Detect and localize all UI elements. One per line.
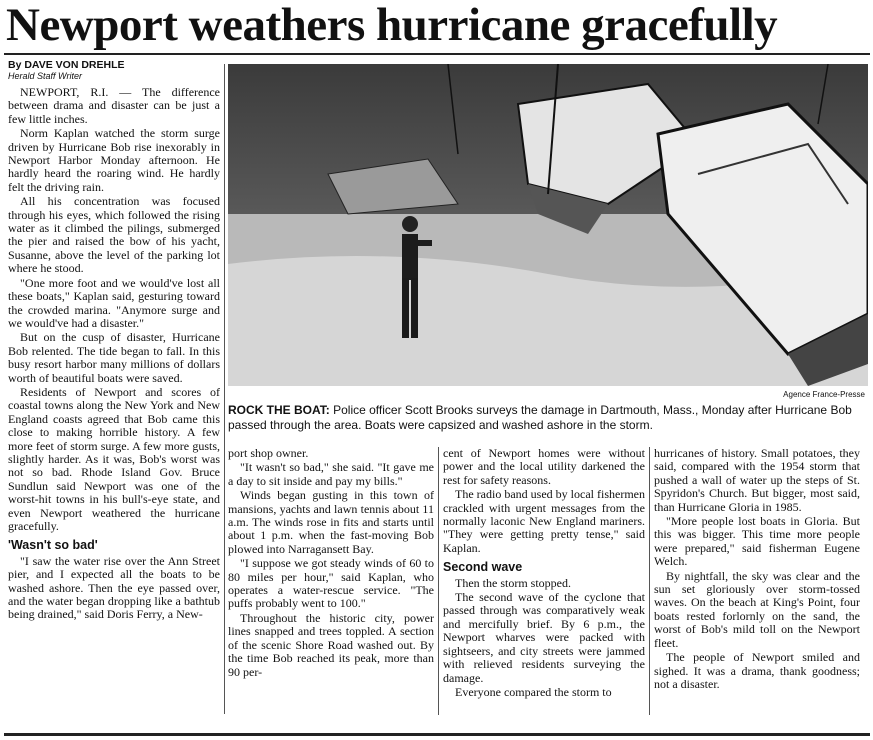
column-divider [438, 447, 439, 715]
column-1 [8, 86, 220, 622]
paragraph: The second wave of the cyclone that passed through was comparatively weak and mercifully brief. By 6 p.m., the Newport wharves were packed with sightseers, and city streets were jammed with relieved residents surveying the damage. [443, 590, 645, 685]
paragraph: Norm Kaplan watched the storm surge driven by Hurricane Bob rise inexorably in Newport Harbor Monday afternoon. He hardly heard the roaring wind. He hardly felt the driving rain. [8, 126, 220, 194]
paragraph: NEWPORT, R.I. — The difference between drama and disaster can be just a few little inches. [8, 85, 220, 126]
paragraph: port shop owner. [228, 446, 309, 460]
paragraph: Then the storm stopped. [455, 575, 571, 590]
headline: Newport weathers hurricane gracefully [6, 0, 778, 51]
photo-caption [228, 403, 868, 433]
paragraph: But on the cusp of disaster, Hurricane Bob relented. The tide began to fall. In this busy resort harbor many millions of dollars worth of beautiful boats were saved. [8, 330, 220, 385]
column-3 [443, 447, 645, 699]
column-2 [228, 447, 434, 679]
paragraph: "I suppose we got steady winds of 60 to 80 miles per hour," said Kaplan, who operates a water-rescue service. "The puffs probably went to 100." [228, 556, 434, 611]
subhead: 'Wasn't so bad' [8, 538, 98, 553]
photo-image [228, 64, 868, 386]
byline: By DAVE VON DREHLE [8, 59, 125, 71]
paragraph: Residents of Newport and scores of coastal towns along the New York and New England coasts agreed that Bob came this close to making horrible history. A few more feet of storm surge. A few more gusts, slightly harder. As it was, Bob's worst was not so bad. Rhode Island Gov. Bruce Sundlun said Newport was one of the worst-hit towns in his bull's-eye state, and even Newport weathered the hurricane gracefully. [8, 384, 220, 533]
paragraph: All his concentration was focused through his eyes, which followed the rising water as it climbed the pilings, submerged the pier and raised the bow of his yacht, Susanne, above the level of the parking lot where he stood. [8, 194, 220, 276]
paragraph: cent of Newport homes were without power and the local utility darkened the rest for safety reasons. [443, 446, 645, 487]
paragraph: "More people lost boats in Gloria. But this was bigger. This time more people were prepared," said fisherman Eugene Welch. [654, 514, 860, 569]
column-divider [649, 447, 650, 715]
paragraph: Everyone compared the storm to [455, 684, 612, 699]
caption-text: Police officer Scott Brooks surveys the damage in Dartmouth, Mass., Monday after Hurricane Bob passed through the area. Boats were capsized and washed ashore in the storm. [228, 403, 852, 432]
paragraph: "One more foot and we would've lost all these boats," Kaplan said, gesturing toward the crowded marina. "Anymore surge and we would've had a disaster." [8, 275, 220, 330]
paragraph: Throughout the historic city, power lines snapped and trees toppled. A section of the scenic Shore Road washed out. By the time Bob reached its peak, more than 90 per- [228, 610, 434, 679]
news-photo [228, 64, 868, 386]
headline-rule [4, 53, 870, 55]
photo-credit: Agence France-Presse [783, 390, 865, 399]
bottom-rule [4, 733, 870, 736]
paragraph: Winds began gusting in this town of mansions, yachts and lawn tennis about 11 a.m. The winds rose in fits and starts until about 1 p.m. when the fast-moving Bob plowed into Narragansett Bay. [228, 488, 434, 556]
column-4 [654, 447, 860, 691]
column-divider [224, 64, 225, 714]
paragraph: By nightfall, the sky was clear and the sun set gloriously over storm-tossed waves. On the beach at King's Point, four boats rested forlornly on the sand, the worst of Bob's mild toll on the Newport fleet. [654, 568, 860, 650]
caption-lead: ROCK THE BOAT: [228, 403, 330, 417]
paragraph: The radio band used by local fishermen crackled with urgent messages from the normally laconic New England mariners. "They were getting pretty tense," said Kaplan. [443, 487, 645, 555]
paragraph: "It wasn't so bad," she said. "It gave me a day to sit inside and pay my bills." [228, 460, 434, 488]
paragraph: The people of Newport smiled and sighed. It was a drama, thank goodness; not a disaster. [654, 650, 860, 691]
byline-title: Herald Staff Writer [8, 71, 83, 81]
paragraph: "I saw the water rise over the Ann Street pier, and I expected all the boats to be washed ashore. Then the eye passed over, and the water began dropping like a bathtub being drained," said Doris Ferry, a New- [8, 553, 220, 622]
paragraph: hurricanes of history. Small potatoes, they said, compared with the 1954 storm that pushed a wall of water up the steps of St. Spyridon's Church. But bigger, most said, than Hurricane Gloria in 1985. [654, 446, 860, 514]
subhead: Second wave [443, 560, 523, 575]
